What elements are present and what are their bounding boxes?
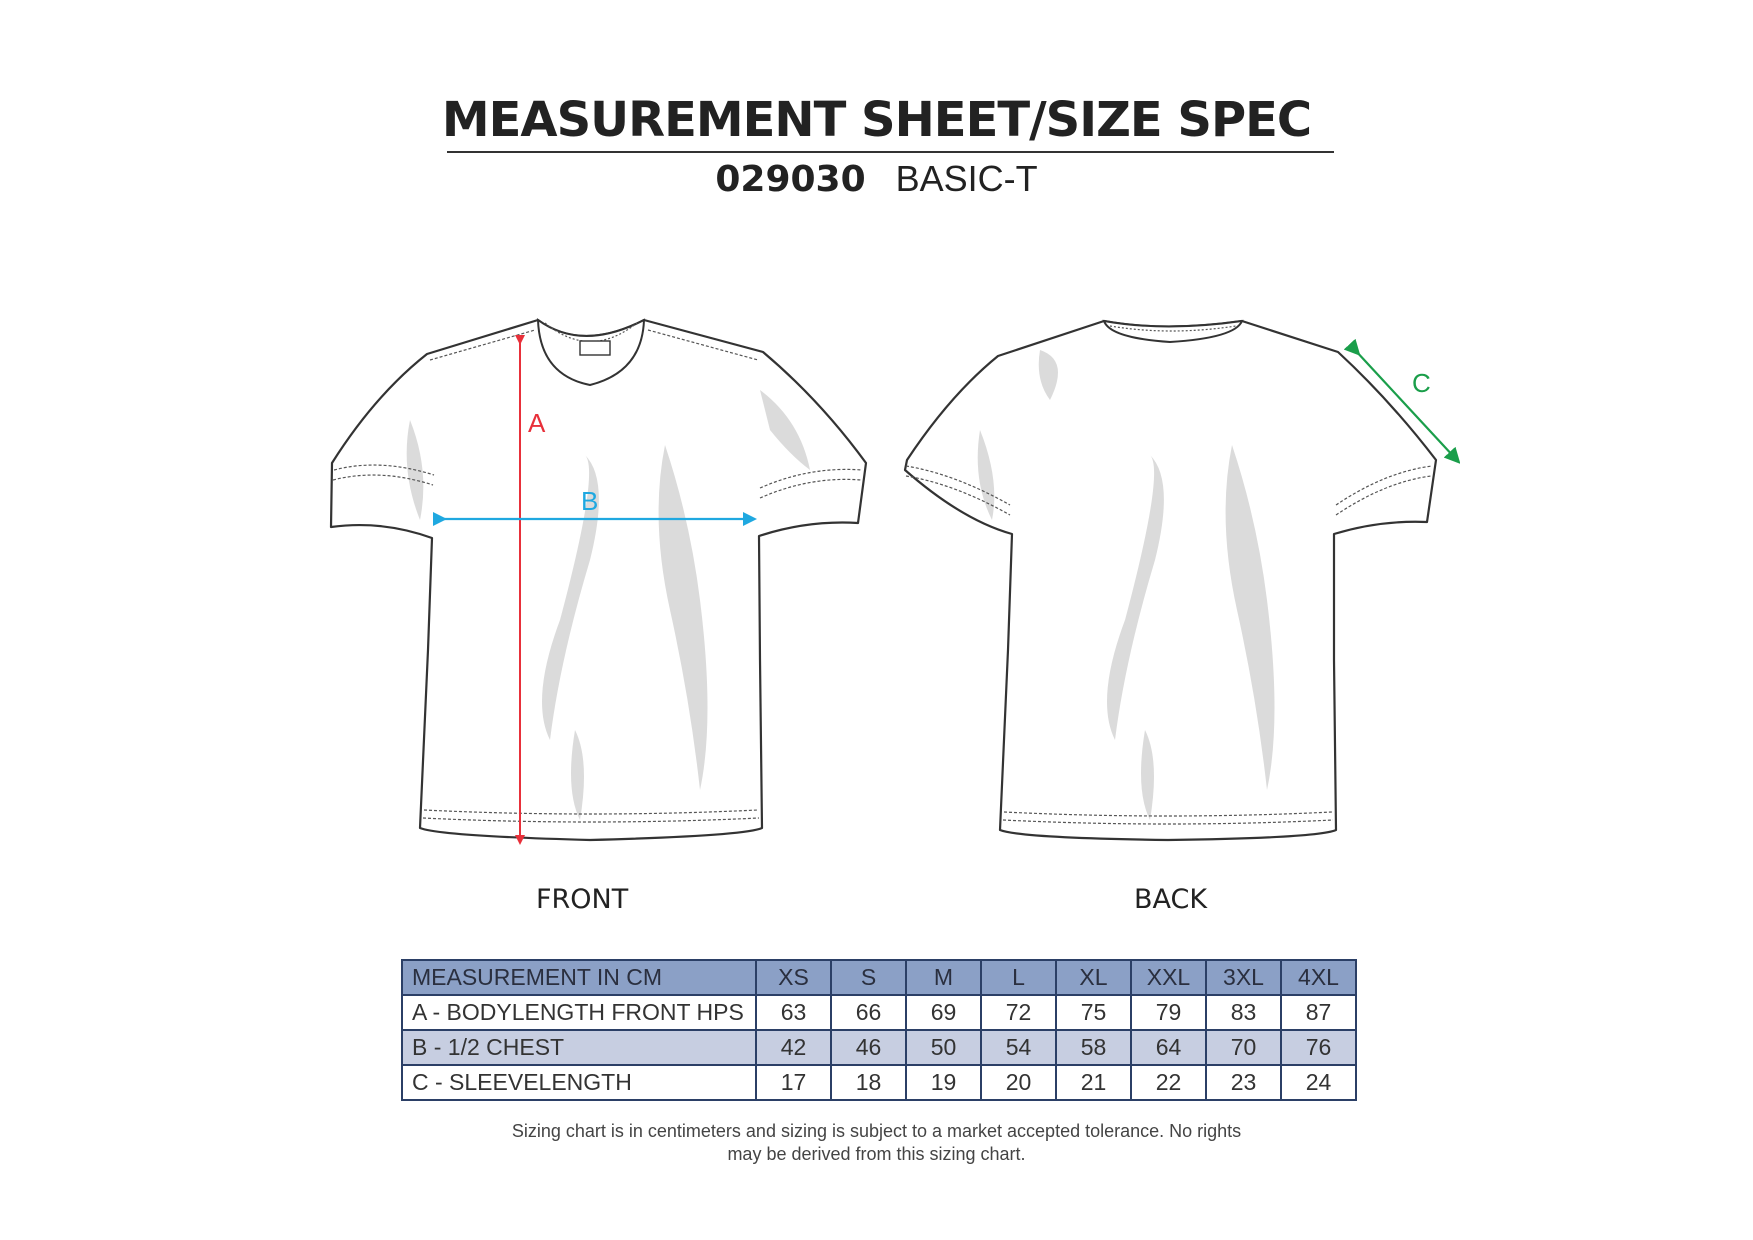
table-cell: 46: [831, 1030, 906, 1065]
table-cell: 58: [1056, 1030, 1131, 1065]
row-label: A - BODYLENGTH FRONT HPS: [402, 995, 756, 1030]
disclaimer-line-1: Sizing chart is in centimeters and sizing is subject to a market accepted tolerance. No rights: [511, 1121, 1242, 1141]
size-spec-table: [401, 959, 1357, 1101]
table-cell: 24: [1281, 1065, 1356, 1100]
table-cell: 63: [756, 995, 831, 1030]
header-size-xl: XL: [1056, 960, 1131, 995]
table-cell: 19: [906, 1065, 981, 1100]
header-size-s: S: [831, 960, 906, 995]
sizing-disclaimer: [0, 1120, 1753, 1166]
table-cell: 21: [1056, 1065, 1131, 1100]
table-cell: 87: [1281, 995, 1356, 1030]
table-cell: 83: [1206, 995, 1281, 1030]
table-cell: 18: [831, 1065, 906, 1100]
table-cell: 79: [1131, 995, 1206, 1030]
measure-c-letter: C: [1412, 368, 1431, 398]
table-row: [402, 995, 1356, 1030]
header-size-3xl: 3XL: [1206, 960, 1281, 995]
measure-a-letter: A: [528, 408, 546, 438]
table-cell: 17: [756, 1065, 831, 1100]
header-size-xxl: XXL: [1131, 960, 1206, 995]
table-header-row: [402, 960, 1356, 995]
page-title: MEASUREMENT SHEET/SIZE SPEC: [441, 92, 1312, 148]
table-cell: 54: [981, 1030, 1056, 1065]
disclaimer-line-2: may be derived from this sizing chart.: [727, 1144, 1026, 1164]
header-measurement-label: MEASUREMENT IN CM: [402, 960, 756, 995]
table-cell: 72: [981, 995, 1056, 1030]
measure-b-letter: B: [581, 486, 599, 516]
header-size-m: M: [906, 960, 981, 995]
table-cell: 23: [1206, 1065, 1281, 1100]
table-cell: 42: [756, 1030, 831, 1065]
table-cell: 50: [906, 1030, 981, 1065]
table-cell: 22: [1131, 1065, 1206, 1100]
row-label: C - SLEEVELENGTH: [402, 1065, 756, 1100]
title-underline: [447, 151, 1334, 153]
garment-drawings: [300, 300, 1460, 860]
back-view-label: BACK: [1134, 884, 1208, 915]
product-subtitle: [0, 158, 1753, 200]
table-row: [402, 1065, 1356, 1100]
row-label: B - 1/2 CHEST: [402, 1030, 756, 1065]
header-size-l: L: [981, 960, 1056, 995]
table-cell: 66: [831, 995, 906, 1030]
product-code: 029030: [715, 159, 866, 200]
back-tshirt-drawing: [905, 321, 1436, 840]
table-row: [402, 1030, 1356, 1065]
header-size-4xl: 4XL: [1281, 960, 1356, 995]
product-name: BASIC-T: [895, 158, 1038, 199]
table-cell: 76: [1281, 1030, 1356, 1065]
header-size-xs: XS: [756, 960, 831, 995]
table-cell: 20: [981, 1065, 1056, 1100]
table-cell: 70: [1206, 1030, 1281, 1065]
front-tshirt-drawing: [331, 320, 866, 840]
table-cell: 69: [906, 995, 981, 1030]
front-view-label: FRONT: [536, 884, 629, 915]
table-cell: 75: [1056, 995, 1131, 1030]
table-cell: 64: [1131, 1030, 1206, 1065]
